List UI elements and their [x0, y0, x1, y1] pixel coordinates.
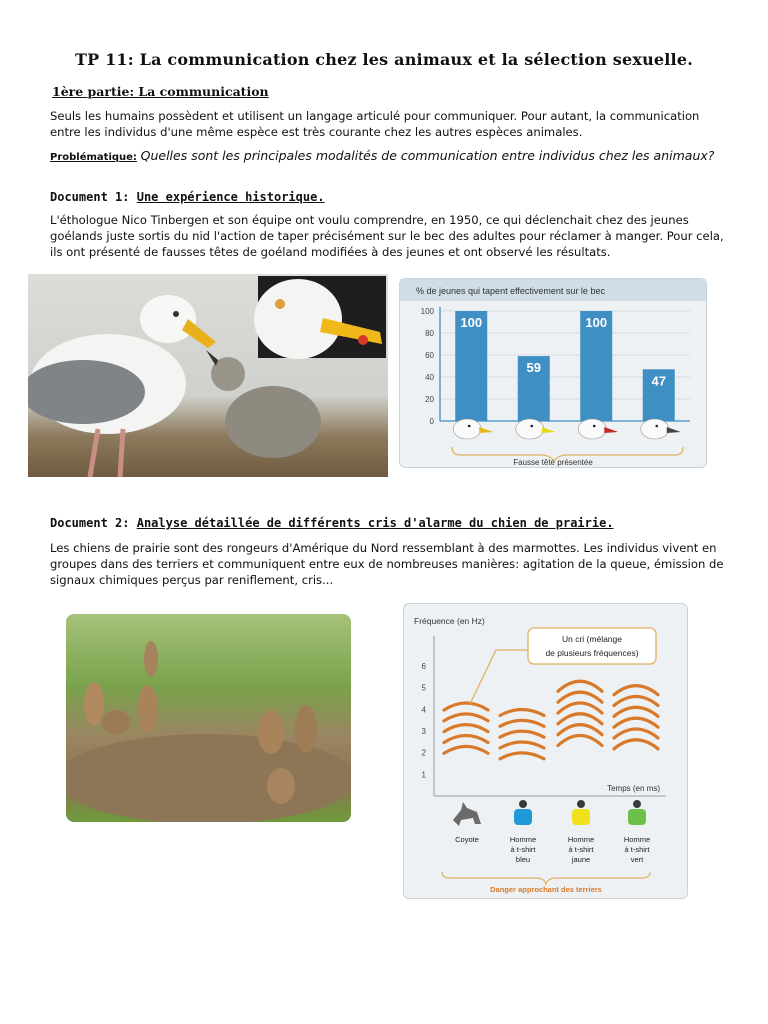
alarm-call-arch — [444, 736, 488, 743]
gull-bill-icon — [667, 427, 681, 433]
chart1-ytick: 80 — [425, 329, 434, 338]
alarm-call-arch — [614, 718, 658, 727]
doc1-text: L'éthologue Nico Tinbergen et son équipe ont voulu comprendre, en 1950, ce qui déclenchait chez des jeunes goélands juste sortis du nid l'action de taper précisément sur le bec des adultes pour réclamer à manger. Pour cela, ils ont présenté de fausses têtes de goéland modifiées à des jeunes et ont observé les résultats. — [50, 213, 724, 259]
alarm-call-arch — [558, 725, 602, 735]
chart1-xlabel: Fausse tête présentée — [513, 458, 593, 467]
doc2-title: Analyse détaillée de différents cris d'alarme du chien de prairie. — [136, 516, 614, 530]
chart2-ytick: 1 — [421, 770, 426, 780]
gull-eye-icon — [655, 425, 658, 428]
chart2-callout-line2: de plusieurs fréquences) — [545, 648, 639, 658]
alarm-call-arch — [500, 720, 544, 726]
problematique-label: Problématique: — [50, 152, 137, 163]
person-head-icon — [633, 800, 641, 808]
chart2-category-label: Homme — [567, 835, 595, 844]
alarm-call-arch — [500, 731, 544, 737]
chart-beak-pecking — [399, 278, 707, 468]
chart1-ytick: 20 — [425, 395, 434, 404]
chart2-category-label: jaune — [571, 855, 591, 864]
chart2-ytick: 6 — [421, 662, 426, 671]
person-shirt-icon — [572, 809, 590, 825]
chart2-category-label: à t-shirt — [510, 845, 536, 854]
chart1-bar-label: 59 — [526, 360, 541, 376]
gull-eye-icon — [530, 425, 533, 428]
problematique-question: Quelles sont les principales modalités de communication entre individus chez les animaux? — [140, 148, 715, 163]
gull-head-icon — [578, 419, 606, 439]
chart2-category-label: à t-shirt — [568, 845, 594, 854]
person-shirt-icon — [514, 809, 532, 825]
alarm-call-arch — [614, 697, 658, 706]
alarm-call-arch — [558, 681, 602, 691]
prairie-dog-photo — [66, 614, 351, 822]
intro-paragraph: Seuls les humains possèdent et utilisent un langage articulé pour communiquer. Pour autant, la communication entre les individus d'une même espèce est très courante chez les autres espèces animales. — [50, 109, 700, 139]
alarm-call-arch — [444, 703, 488, 710]
chart2-category-label: Homme — [623, 835, 651, 844]
chart2-ylabel: Fréquence (en Hz) — [414, 616, 485, 626]
chart1-ytick: 40 — [425, 373, 434, 382]
chart2-xlabel: Temps (en ms) — [607, 784, 660, 793]
alarm-call-arch — [558, 703, 602, 713]
chart2-category-label: vert — [630, 855, 644, 864]
chart1-ytick: 100 — [420, 307, 434, 316]
chart1-ytick: 60 — [425, 351, 434, 360]
gull-bill-icon — [479, 427, 493, 433]
chart1-ytick: 0 — [429, 417, 434, 426]
part-heading: 1ère partie: La communication — [52, 84, 269, 99]
doc1-heading — [50, 190, 325, 204]
alarm-call-arch — [444, 714, 488, 721]
chart2-category-label: Homme — [509, 835, 537, 844]
alarm-call-arch — [500, 753, 544, 759]
alarm-call-arch — [558, 714, 602, 724]
gull-photo — [28, 274, 388, 477]
chart2-ytick: 3 — [421, 727, 426, 736]
chart2-category-label: à t-shirt — [624, 845, 650, 854]
gull-head-icon — [516, 419, 544, 439]
chart1-bar-label: 47 — [651, 373, 666, 389]
alarm-call-arch — [500, 742, 544, 748]
chart-alarm-calls — [403, 603, 688, 899]
doc2-text: Les chiens de prairie sont des rongeurs d'Amérique du Nord ressemblant à des marmottes. Les individus vivent en groupes dans des terriers et communiquent entre eux de nombreuses manières: agitation de la queue, émission de signaux chimiques perçus par reniflement, cris... — [50, 541, 724, 587]
gull-eye-icon — [468, 425, 471, 428]
doc1-label: Document 1: — [50, 190, 130, 204]
chart2-ytick: 2 — [421, 748, 426, 758]
gull-bill-icon — [604, 427, 618, 433]
person-head-icon — [577, 800, 585, 808]
alarm-call-arch — [444, 746, 488, 753]
alarm-call-arch — [500, 710, 544, 716]
person-head-icon — [519, 800, 527, 808]
alarm-call-arch — [614, 686, 658, 695]
gull-head-icon — [641, 419, 669, 439]
person-shirt-icon — [628, 809, 646, 825]
page-title: TP 11: La communication chez les animaux et la sélection sexuelle. — [74, 50, 693, 69]
chart1-bar-label: 100 — [460, 315, 483, 330]
coyote-icon — [453, 802, 481, 826]
alarm-call-arch — [558, 692, 602, 702]
chart2-ytick: 4 — [421, 705, 426, 715]
alarm-call-arch — [614, 740, 658, 749]
chart2-ytick: 5 — [421, 683, 426, 693]
alarm-call-arch — [614, 707, 658, 716]
alarm-call-arch — [444, 725, 488, 732]
chart2-footer: Danger approchant des terriers — [490, 885, 602, 894]
gull-head-icon — [453, 419, 481, 439]
problematique — [50, 148, 730, 166]
chart1-title: % de jeunes qui tapent effectivement sur le bec — [416, 286, 605, 296]
gull-eye-icon — [593, 425, 596, 428]
doc2-heading — [50, 516, 614, 530]
chart2-callout-line1: Un cri (mélange — [562, 634, 622, 644]
chart2-category-label: Coyote — [455, 835, 479, 844]
gull-bill-icon — [542, 427, 556, 433]
doc1-title: Une expérience historique. — [136, 190, 325, 204]
alarm-call-arch — [558, 736, 602, 746]
chart1-bar-label: 100 — [585, 315, 608, 330]
alarm-call-arch — [614, 729, 658, 738]
chart2-category-label: bleu — [515, 855, 531, 864]
doc2-label: Document 2: — [50, 516, 130, 530]
